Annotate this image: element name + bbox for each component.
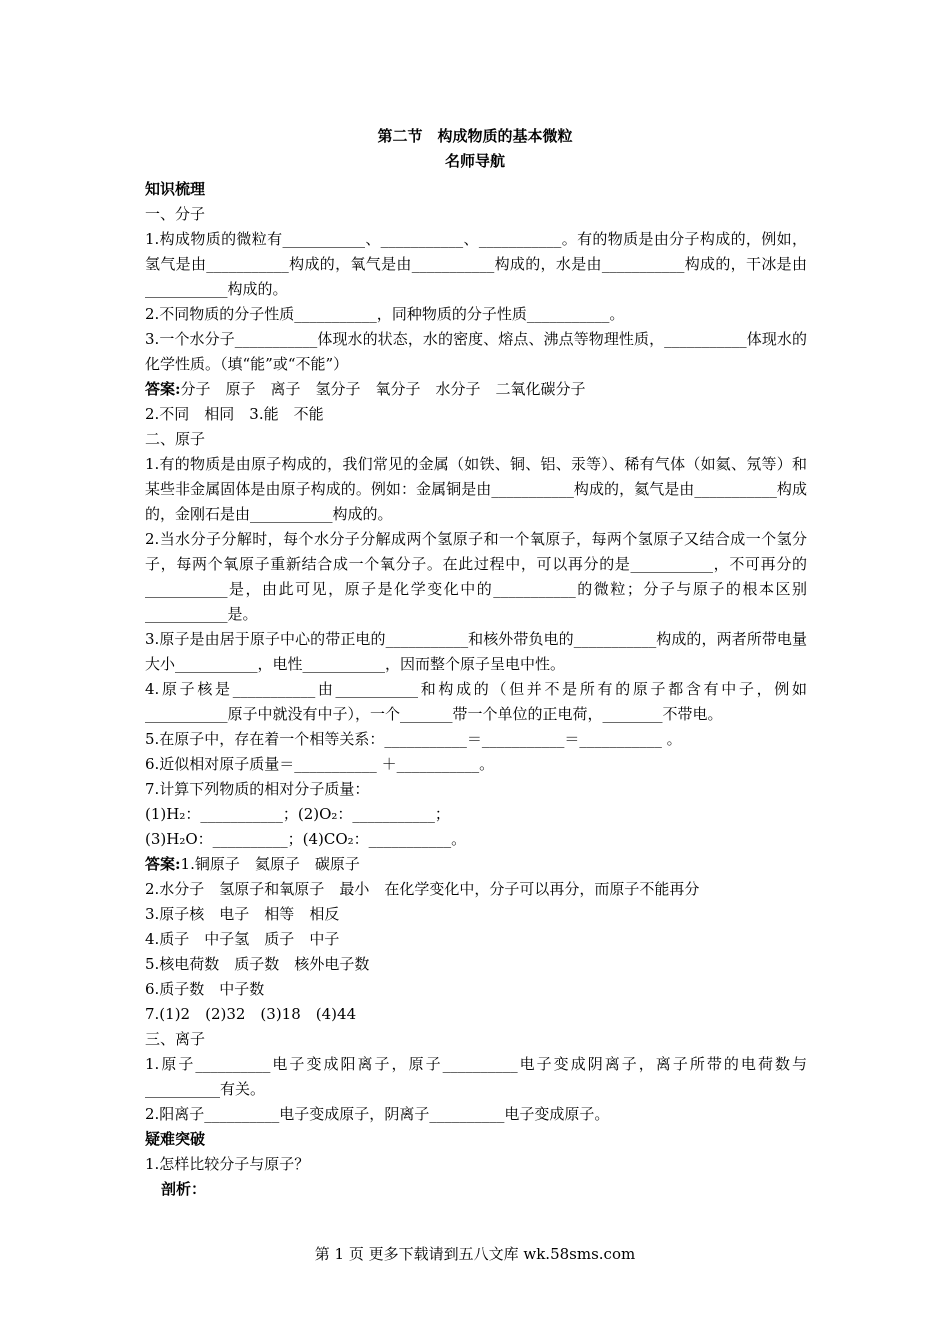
page-footer: 第 1 页 更多下载请到五八文库 wk.58sms.com <box>314 1245 636 1263</box>
text-line <box>145 627 807 677</box>
text-line <box>145 977 807 1002</box>
line-text: 6.近似相对原子质量＝___________ ＋___________。 <box>145 755 495 773</box>
line-text: 1.怎样比较分子与原子？ <box>145 1155 310 1173</box>
text-line <box>145 1152 807 1177</box>
document-body <box>145 177 823 1202</box>
line-text: 1.构成物质的微粒有___________、___________、___________。有的物质是由分子构成的，例如，氢气是由___________构成的，氧气是由___________构成的，水是由___________构成的，干冰是由___________构成的。 <box>145 230 807 298</box>
line-text: 7.(1)2 (2)32 (3)18 (4)44 <box>145 1005 357 1023</box>
page-subtitle: 名师导航 <box>444 152 505 170</box>
line-text: 三、离子 <box>145 1030 206 1048</box>
text-line <box>145 877 807 902</box>
text-line <box>145 727 807 752</box>
line-text: 剖析： <box>161 1180 207 1198</box>
line-text: 2.阳离子__________电子变成原子，阴离子__________电子变成原子。 <box>145 1105 610 1123</box>
text-line <box>145 377 807 402</box>
text-line <box>145 1052 823 1102</box>
line-text: 1.有的物质是由原子构成的，我们常见的金属（如铁、铜、铝、汞等）、稀有气体（如氦、氖等）和某些非金属固体是由原子构成的。例如：金属铜是由___________构成的，氦气是由___________构成的，金刚石是由___________构成的。 <box>145 455 807 523</box>
line-text: 知识梳理 <box>145 180 206 198</box>
line-text: 3.原子核 电子 相等 相反 <box>145 905 340 923</box>
line-text: 1.原子__________电子变成阳离子，原子__________电子变成阴离子，离子所带的电荷数与 __________有关。 <box>145 1055 823 1098</box>
line-text: 2.当水分子分解时，每个水分子分解成两个氢原子和一个氧原子，每两个氢原子又结合成一个氢分子，每两个氧原子重新结合成一个氧分子。在此过程中，可以再分的是___________，不可再分的___________是，由此可见，原子是化学变化中的___________的微粒；分子与原子的根本区别___________是。 <box>145 530 807 623</box>
text-line <box>145 1177 807 1202</box>
line-text: 6.质子数 中子数 <box>145 980 265 998</box>
line-text: 二、原子 <box>145 430 206 448</box>
text-line <box>145 777 807 802</box>
text-line <box>145 402 807 427</box>
line-text: 一、分子 <box>145 205 206 223</box>
answer-label: 答案: <box>145 855 181 873</box>
line-text: 分子 原子 离子 氢分子 氧分子 水分子 二氧化碳分子 <box>180 380 586 398</box>
text-line <box>145 202 807 227</box>
text-line <box>145 802 807 827</box>
line-text: 2.不同物质的分子性质___________，同种物质的分子性质___________。 <box>145 305 625 323</box>
line-text: 5.核电荷数 质子数 核外电子数 <box>145 955 370 973</box>
line-text: 1.铜原子 氦原子 碳原子 <box>180 855 360 873</box>
line-text: 疑难突破 <box>145 1130 206 1148</box>
text-line <box>145 527 807 627</box>
text-line <box>145 1102 807 1127</box>
line-text: 3.原子是由居于原子中心的带正电的___________和核外带负电的___________构成的，两者所带电量大小___________，电性___________，因而整个原子呈电中性。 <box>145 630 807 673</box>
line-text: (1)H₂：___________；(2)O₂：___________； <box>145 805 450 823</box>
answer-label: 答案: <box>145 380 181 398</box>
line-text: 4.原子核是___________由___________和构成的（但并不是所有的原子都含有中子，例如___________原子中就没有中子），一个_______带一个单位的正电荷，________不带电。 <box>145 680 807 723</box>
text-line <box>145 302 807 327</box>
text-line <box>145 952 807 977</box>
text-line <box>145 827 807 852</box>
text-line <box>145 1027 807 1052</box>
line-text: (3)H₂O：__________；(4)CO₂：___________。 <box>145 830 467 848</box>
text-line <box>145 327 807 377</box>
text-line <box>145 452 807 527</box>
text-line <box>145 677 807 727</box>
line-text: 2.水分子 氢原子和氧原子 最小 在化学变化中，分子可以再分，而原子不能再分 <box>145 880 700 898</box>
text-line <box>145 227 807 302</box>
text-line <box>145 1127 807 1152</box>
line-text: 7.计算下列物质的相对分子质量： <box>145 780 370 798</box>
page-title: 第二节 构成物质的基本微粒 <box>377 127 573 145</box>
line-text: 2.不同 相同 3.能 不能 <box>145 405 324 423</box>
text-line <box>145 1002 807 1027</box>
text-line <box>145 177 807 202</box>
text-line <box>145 852 807 877</box>
text-line <box>145 927 807 952</box>
line-text: 5.在原子中，存在着一个相等关系：___________＝___________＝___________ 。 <box>145 730 682 748</box>
text-line <box>145 902 807 927</box>
text-line <box>145 752 807 777</box>
line-text: 4.质子 中子氢 质子 中子 <box>145 930 340 948</box>
line-text: 3.一个水分子___________体现水的状态，水的密度、熔点、沸点等物理性质，___________体现水的化学性质。（填“能”或“不能”） <box>145 330 807 373</box>
text-line <box>145 427 807 452</box>
